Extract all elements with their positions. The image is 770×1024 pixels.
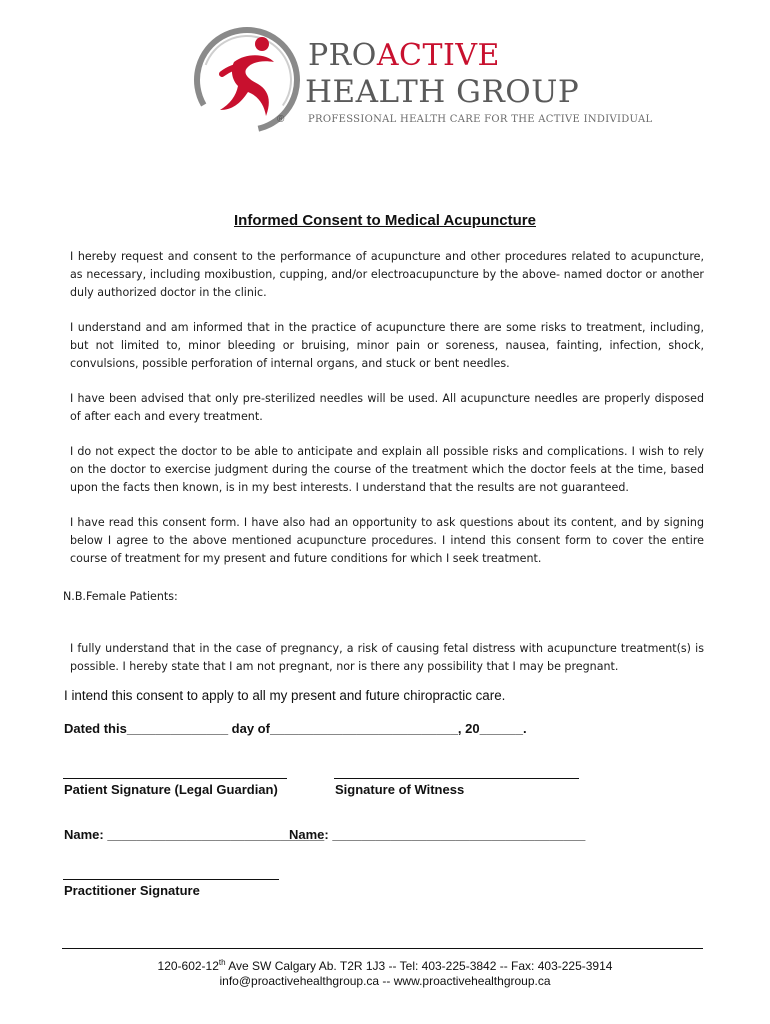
brand-name-line2: HEALTH GROUP [305, 74, 580, 110]
registered-mark: ® [277, 114, 285, 125]
brand-name-line1 [308, 38, 500, 73]
footer-address-prefix: 120-602-12 [157, 959, 219, 973]
footer-address-suffix: Ave SW Calgary Ab. T2R 1J3 -- Tel: 403-225-3842 -- Fax: 403-225-3914 [225, 959, 613, 973]
paragraph-risks: I understand and am informed that in the practice of acupuncture there are some risks to treatment, including, but not limited to, minor bleeding or bruising, minor pain or soreness, nausea, fainting, infection, shock, convulsions, possible perforation of internal organs, and stuck or bent needles. [70, 321, 704, 370]
patient-signature-label: Patient Signature (Legal Guardian) [64, 782, 278, 797]
brand-pro: PRO [308, 38, 377, 73]
paragraph-pregnancy: I fully understand that in the case of pregnancy, a risk of causing fetal distress with acupuncture treatment(s) is possible. I hereby state that I am not pregnant, nor is there any possibility that I may be pregnant. [70, 642, 704, 673]
dated-field[interactable]: Dated this______________ day of__________________________, 20______. [64, 721, 527, 736]
logo-emblem-icon [192, 24, 302, 136]
chiropractic-consent-statement: I intend this consent to apply to all my present and future chiropractic care. [64, 688, 506, 703]
practitioner-signature-label: Practitioner Signature [64, 883, 200, 898]
paragraph-needles: I have been advised that only pre-sterilized needles will be used. All acupuncture needles are properly disposed of after each and every treatment. [70, 392, 704, 423]
paragraph-expectations: I do not expect the doctor to be able to anticipate and explain all possible risks and complications. I wish to rely on the doctor to exercise judgment during the course of the treatment which the doctor feels at the time, based upon the facts then known, is in my best interests. I understand that the results are not guaranteed. [70, 445, 704, 494]
paragraph-agreement: I have read this consent form. I have also had an opportunity to ask questions about its content, and by signing below I agree to the above mentioned acupuncture procedures. I intend this consent form to cover the entire course of treatment for my present and future conditions for which I seek treatment. [70, 516, 704, 565]
brand-active: ACTIVE [376, 38, 500, 73]
footer-address [0, 958, 770, 973]
practitioner-signature-line[interactable] [63, 879, 279, 880]
patient-name-field[interactable]: Name: ______________________________ [64, 827, 325, 842]
footer-contact[interactable]: info@proactivehealthgroup.ca -- www.proactivehealthgroup.ca [219, 974, 551, 988]
document-title: Informed Consent to Medical Acupuncture [234, 212, 536, 229]
footer-address-sup: th [218, 958, 226, 967]
footer-divider [62, 948, 703, 949]
paragraph-consent-request: I hereby request and consent to the performance of acupuncture and other procedures related to acupuncture, as necessary, including moxibustion, cupping, and/or electroacupuncture by the above- named doctor or another duly authorized doctor in the clinic. [70, 250, 704, 299]
witness-signature-line[interactable] [334, 778, 579, 779]
brand-tagline: PROFESSIONAL HEALTH CARE FOR THE ACTIVE INDIVIDUAL [308, 114, 653, 125]
witness-signature-label: Signature of Witness [335, 782, 465, 797]
patient-signature-line[interactable] [63, 778, 287, 779]
witness-name-field[interactable]: Name: ___________________________________ [289, 827, 586, 842]
female-patients-note: N.B.Female Patients: [63, 590, 178, 603]
